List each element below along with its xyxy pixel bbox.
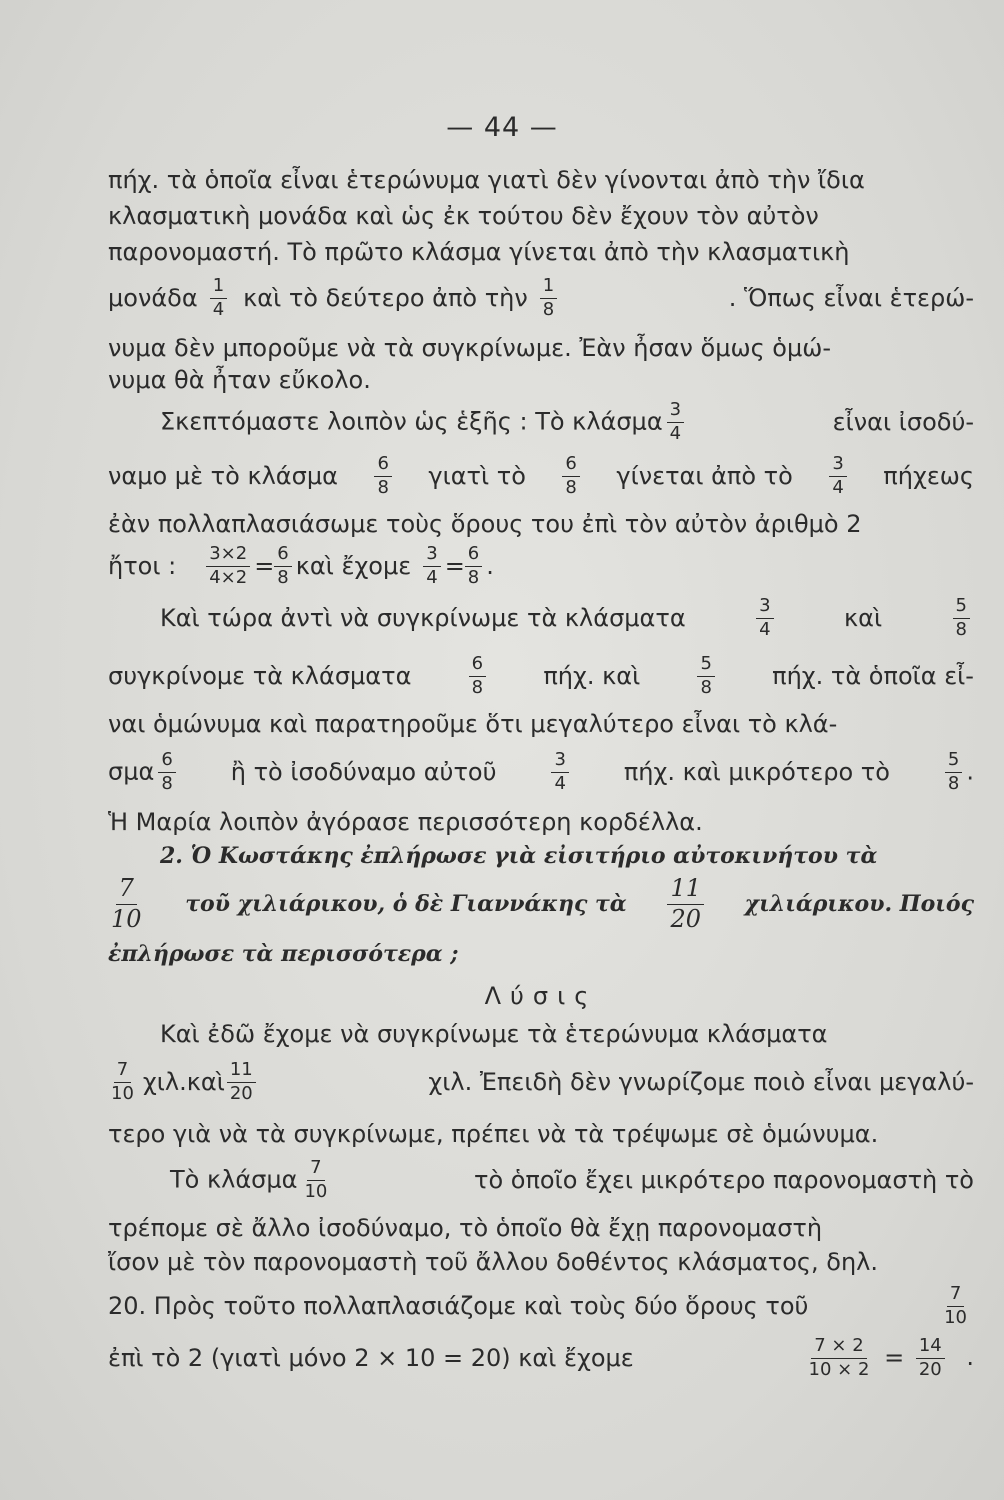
- fraction: [945, 748, 962, 794]
- line-text: τερο γιὰ νὰ τὰ συγκρίνωμε, πρέπει νὰ τὰ τρέψωμε σὲ ὁμώνυμα.: [108, 1120, 879, 1148]
- line-text: γιατὶ τὸ: [428, 462, 526, 490]
- heading-text: Λύσις: [484, 982, 598, 1010]
- line-text: ἢ τὸ ἰσοδύναμο αὐτοῦ: [230, 758, 497, 786]
- denominator: 10: [111, 1082, 134, 1104]
- denominator: 4: [554, 772, 566, 794]
- denominator: 20: [229, 1082, 253, 1104]
- denominator: 8: [955, 618, 967, 640]
- numerator: 3: [756, 597, 773, 619]
- fraction: [829, 452, 846, 498]
- problem-statement: 2. Ὁ Κωστάκης ἐπλήρωσε γιὰ εἰσιτήριο αὐτοκινήτου τὰ: [160, 843, 878, 869]
- line-text: Σκεπτόμαστε λοιπὸν ὡς ἑξῆς : Τὸ κλάσμα: [160, 407, 663, 435]
- line-text: γίνεται ἀπὸ τὸ: [616, 462, 793, 490]
- line-group: [108, 748, 180, 794]
- denominator: 8: [377, 476, 389, 498]
- fraction: [941, 1282, 970, 1328]
- denominator: 8: [542, 298, 555, 320]
- line-text: Τὸ κλάσμα: [170, 1165, 298, 1193]
- line-text: ἴσον μὲ τὸν παρονομαστὴ τοῦ ἄλλου δοθέντος κλάσματος, δηλ.: [108, 1248, 878, 1276]
- page-number: — 44 —: [446, 112, 558, 143]
- denominator: 10: [111, 904, 142, 933]
- fraction: [227, 1058, 256, 1104]
- line-text: πήχ. τὰ ὁποῖα εἶναι ἑτερώνυμα γιατὶ δὲν γίνονται ἀπὸ τὴν ἴδια: [108, 166, 865, 194]
- line-text: μονάδα: [108, 284, 198, 312]
- numerator: 11: [667, 876, 704, 904]
- numerator: 3: [423, 545, 440, 567]
- line-text: καὶ τὸ δεύτερο ἀπὸ τὴν: [243, 284, 528, 312]
- line-text: Ἡ Μαρία λοιπὸν ἀγόρασε περισσότερη κορδέλλα.: [108, 808, 703, 836]
- line-text: . Ὅπως εἶναι ἑτερώ-: [728, 284, 974, 312]
- numerator: 5: [697, 655, 714, 677]
- denominator: 4: [669, 422, 682, 444]
- denominator: 20: [670, 904, 701, 933]
- numerator: 3×2: [206, 545, 250, 567]
- line-text: ἐὰν πολλαπλασιάσωμε τοὺς ὅρους του ἐπὶ τὸν αὐτὸν ἀριθμὸ 2: [108, 510, 862, 538]
- line-text: χιλ.καὶ: [142, 1068, 225, 1096]
- line-text: Καὶ ἐδῶ ἔχομε νὰ συγκρίνωμε τὰ ἑτερώνυμα κλάσματα: [160, 1020, 828, 1048]
- text-line: [108, 536, 974, 596]
- line-text: πήχ. καὶ μικρότερο τὸ: [623, 758, 890, 786]
- text-line: [108, 1276, 974, 1336]
- numerator: 6: [465, 545, 482, 567]
- numerator: 7 × 2: [811, 1337, 866, 1359]
- line-group: [941, 748, 974, 794]
- numerator: 1: [540, 277, 557, 299]
- problem-statement: τοῦ χιλιάρικου, ὁ δὲ Γιαννάκης τὰ: [185, 891, 627, 917]
- fraction: [806, 1334, 873, 1380]
- line-text: χιλ. Ἐπειδὴ δὲν γνωρίζομε ποιὸ εἶναι μεγαλύ-: [428, 1068, 974, 1096]
- line-text: πήχεως: [883, 462, 974, 490]
- fraction: [210, 274, 227, 320]
- fraction: [667, 398, 684, 444]
- fraction: [916, 1334, 945, 1380]
- problem-statement: ἐπλήρωσε τὰ περισσότερα ;: [108, 941, 459, 967]
- fraction: [953, 594, 970, 640]
- numerator: 7: [116, 876, 137, 904]
- denominator: 4: [759, 618, 771, 640]
- line-text: καὶ: [844, 604, 883, 632]
- numerator: 1: [210, 277, 227, 299]
- denominator: 4: [426, 566, 438, 588]
- numerator: 11: [227, 1061, 256, 1083]
- line-text: καὶ ἔχομε: [295, 552, 412, 580]
- fraction: [206, 542, 250, 588]
- denominator: 8: [565, 476, 577, 498]
- text-line: [160, 588, 974, 648]
- line-text: ναμο μὲ τὸ κλάσμα: [108, 462, 338, 490]
- line-text: νυμα θὰ ἦταν εὔκολο.: [108, 366, 371, 394]
- denominator: 8: [161, 772, 173, 794]
- denominator: 4: [212, 298, 225, 320]
- numerator: 6: [562, 455, 579, 477]
- denominator: 10: [944, 1306, 967, 1328]
- equals-sign: =: [254, 552, 275, 580]
- line-group: [170, 1156, 334, 1202]
- fraction: [540, 274, 557, 320]
- line-group: [160, 398, 688, 444]
- line-text: κλασματικὴ μονάδα καὶ ὡς ἐκ τούτου δὲν ἔχουν τὸν αὐτὸν: [108, 202, 819, 230]
- fraction: [469, 652, 486, 698]
- text-line: [160, 392, 974, 452]
- equals-sign: =: [444, 552, 465, 580]
- line-text: τρέπομε σὲ ἄλλο ἰσοδύναμο, τὸ ὁποῖο θὰ ἔχῃ παρονομαστὴ: [108, 1214, 823, 1242]
- numerator: 5: [953, 597, 970, 619]
- numerator: 3: [667, 401, 684, 423]
- numerator: 7: [114, 1061, 131, 1083]
- numerator: 3: [551, 751, 568, 773]
- denominator: 8: [947, 772, 960, 794]
- line-text: σμα: [108, 757, 155, 785]
- line-text: ἐπὶ τὸ 2 (γιατὶ μόνο 2 × 10 = 20) καὶ ἔχομε: [108, 1344, 634, 1372]
- line-text: Καὶ τώρα ἀντὶ νὰ συγκρίνωμε τὰ κλάσματα: [160, 604, 686, 632]
- fraction: [562, 452, 579, 498]
- line-text: .: [966, 1343, 974, 1371]
- fraction: [158, 748, 175, 794]
- fraction: [697, 652, 714, 698]
- denominator: 8: [277, 566, 289, 588]
- fraction: [374, 452, 391, 498]
- line-text: 20. Πρὸς τοῦτο πολλαπλασιάζομε καὶ τοὺς δύο ὅρους τοῦ: [108, 1292, 809, 1320]
- denominator: 8: [700, 676, 712, 698]
- numerator: 6: [158, 751, 175, 773]
- line-text: ναι ὁμώνυμα καὶ παρατηροῦμε ὅτι μεγαλύτερο εἶναι τὸ κλά-: [108, 710, 838, 738]
- problem-statement: χιλιάρικου. Ποιός: [744, 891, 974, 917]
- numerator: 6: [274, 545, 291, 567]
- denominator: 10: [304, 1180, 328, 1202]
- line-text: εἶναι ἰσοδύ-: [832, 408, 974, 436]
- numerator: 7: [947, 1285, 964, 1307]
- fraction: [756, 594, 773, 640]
- denominator: 4: [832, 476, 844, 498]
- denominator: 8: [471, 676, 484, 698]
- numerator: 3: [829, 455, 846, 477]
- text-line: [108, 1328, 974, 1388]
- line-text: τὸ ὁποῖο ἔχει μικρότερο παρονομαστὴ τὸ: [474, 1166, 974, 1194]
- line-text: πήχ. καὶ: [543, 662, 641, 690]
- denominator: 4×2: [209, 566, 248, 588]
- line-text: παρονομαστή. Τὸ πρῶτο κλάσμα γίνεται ἀπὸ τὴν κλασματικὴ: [108, 238, 850, 266]
- numerator: 6: [374, 455, 391, 477]
- line-group: [802, 1334, 974, 1380]
- numerator: 5: [945, 751, 962, 773]
- fraction: [301, 1156, 330, 1202]
- fraction: [551, 748, 568, 794]
- fraction: [108, 1058, 137, 1104]
- equals-sign: =: [884, 1343, 905, 1371]
- text-line: [108, 1052, 974, 1112]
- numerator: 6: [469, 655, 486, 677]
- numerator: 14: [916, 1337, 945, 1359]
- fraction: [423, 542, 440, 588]
- line-text: πήχ. τὰ ὁποῖα εἶ-: [772, 662, 974, 690]
- line-text: ἤτοι :: [108, 552, 177, 580]
- line-text: .: [966, 757, 974, 785]
- denominator: 8: [467, 566, 480, 588]
- fraction: [274, 542, 291, 588]
- line-text: νυμα δὲν μποροῦμε νὰ τὰ συγκρίνωμε. Ἐὰν ἦσαν ὅμως ὁμώ-: [108, 334, 832, 362]
- line-text: συγκρίνομε τὰ κλάσματα: [108, 662, 412, 690]
- numerator: 7: [307, 1159, 324, 1181]
- denominator: 20: [918, 1358, 942, 1380]
- line-text: .: [486, 552, 494, 580]
- fraction: [465, 542, 482, 588]
- denominator: 10 × 2: [808, 1358, 870, 1380]
